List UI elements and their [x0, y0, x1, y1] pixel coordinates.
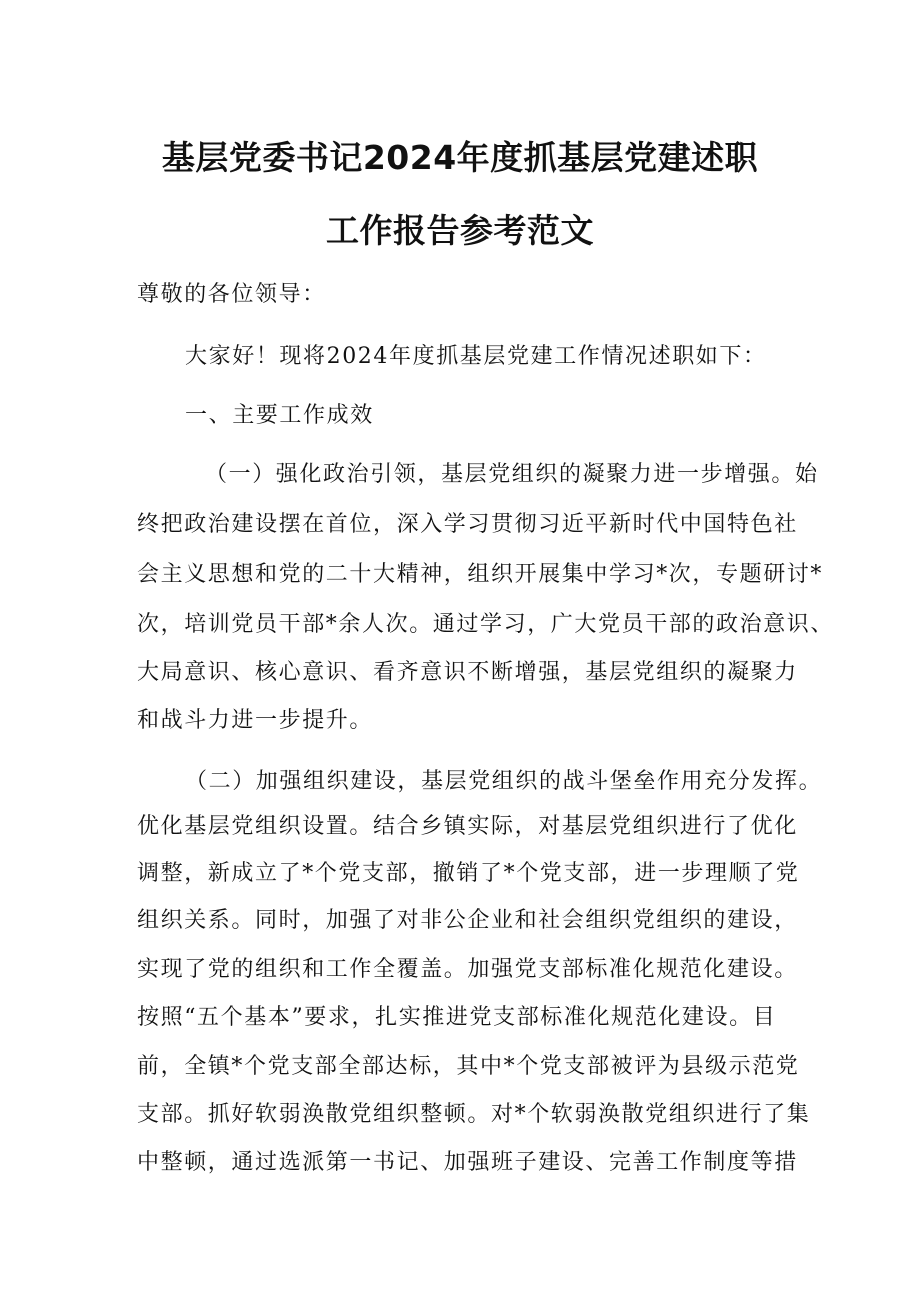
paragraph-1-line: 和战斗力进一步提升。	[137, 708, 374, 733]
paragraph-1-line: （一）强化政治引领，基层党组织的凝聚力进一步增强。始	[205, 462, 819, 487]
section-heading: 一、主要工作成效	[185, 403, 374, 428]
paragraph-2-line: 前，全镇*个党支部全部达标，其中*个党支部被评为县级示范党	[137, 1054, 800, 1079]
paragraph-1-line: 大局意识、核心意识、看齐意识不断增强，基层党组织的凝聚力	[137, 660, 798, 685]
paragraph-1-line: 终把政治建设摆在首位，深入学习贯彻习近平新时代中国特色社	[137, 512, 798, 537]
paragraph-2-line: 实现了党的组织和工作全覆盖。加强党支部标准化规范化建设。	[137, 957, 798, 982]
paragraph-2-line: 中整顿，通过选派第一书记、加强班子建设、完善工作制度等措	[137, 1150, 798, 1175]
paragraph-2-line: （二）加强组织建设，基层党组织的战斗堡垒作用充分发挥。	[185, 769, 823, 794]
paragraph-2-line: 按照“五个基本”要求，扎实推进党支部标准化规范化建设。目	[137, 1005, 777, 1030]
paragraph-2-line: 支部。抓好软弱涣散党组织整顿。对*个软弱涣散党组织进行了集	[137, 1102, 811, 1127]
document-title-line-1: 基层党委书记2024年度抓基层党建述职	[161, 138, 759, 177]
paragraph-1-line: 次，培训党员干部*余人次。通过学习，广大党员干部的政治意识、	[137, 612, 835, 637]
paragraph-2-line: 调整，新成立了*个党支部，撤销了*个党支部，进一步理顺了党	[137, 861, 800, 886]
paragraph-2-line: 优化基层党组织设置。结合乡镇实际，对基层党组织进行了优化	[137, 814, 798, 839]
paragraph-2-line: 组织关系。同时，加强了对非公企业和社会组织党组织的建设，	[137, 908, 798, 933]
paragraph-1-line: 会主义思想和党的二十大精神，组织开展集中学习*次，专题研讨*	[137, 562, 824, 587]
document-title-line-2: 工作报告参考范文	[326, 211, 594, 250]
salutation: 尊敬的各位领导：	[137, 282, 326, 307]
opening-line: 大家好！现将2024年度抓基层党建工作情况述职如下：	[185, 344, 767, 369]
